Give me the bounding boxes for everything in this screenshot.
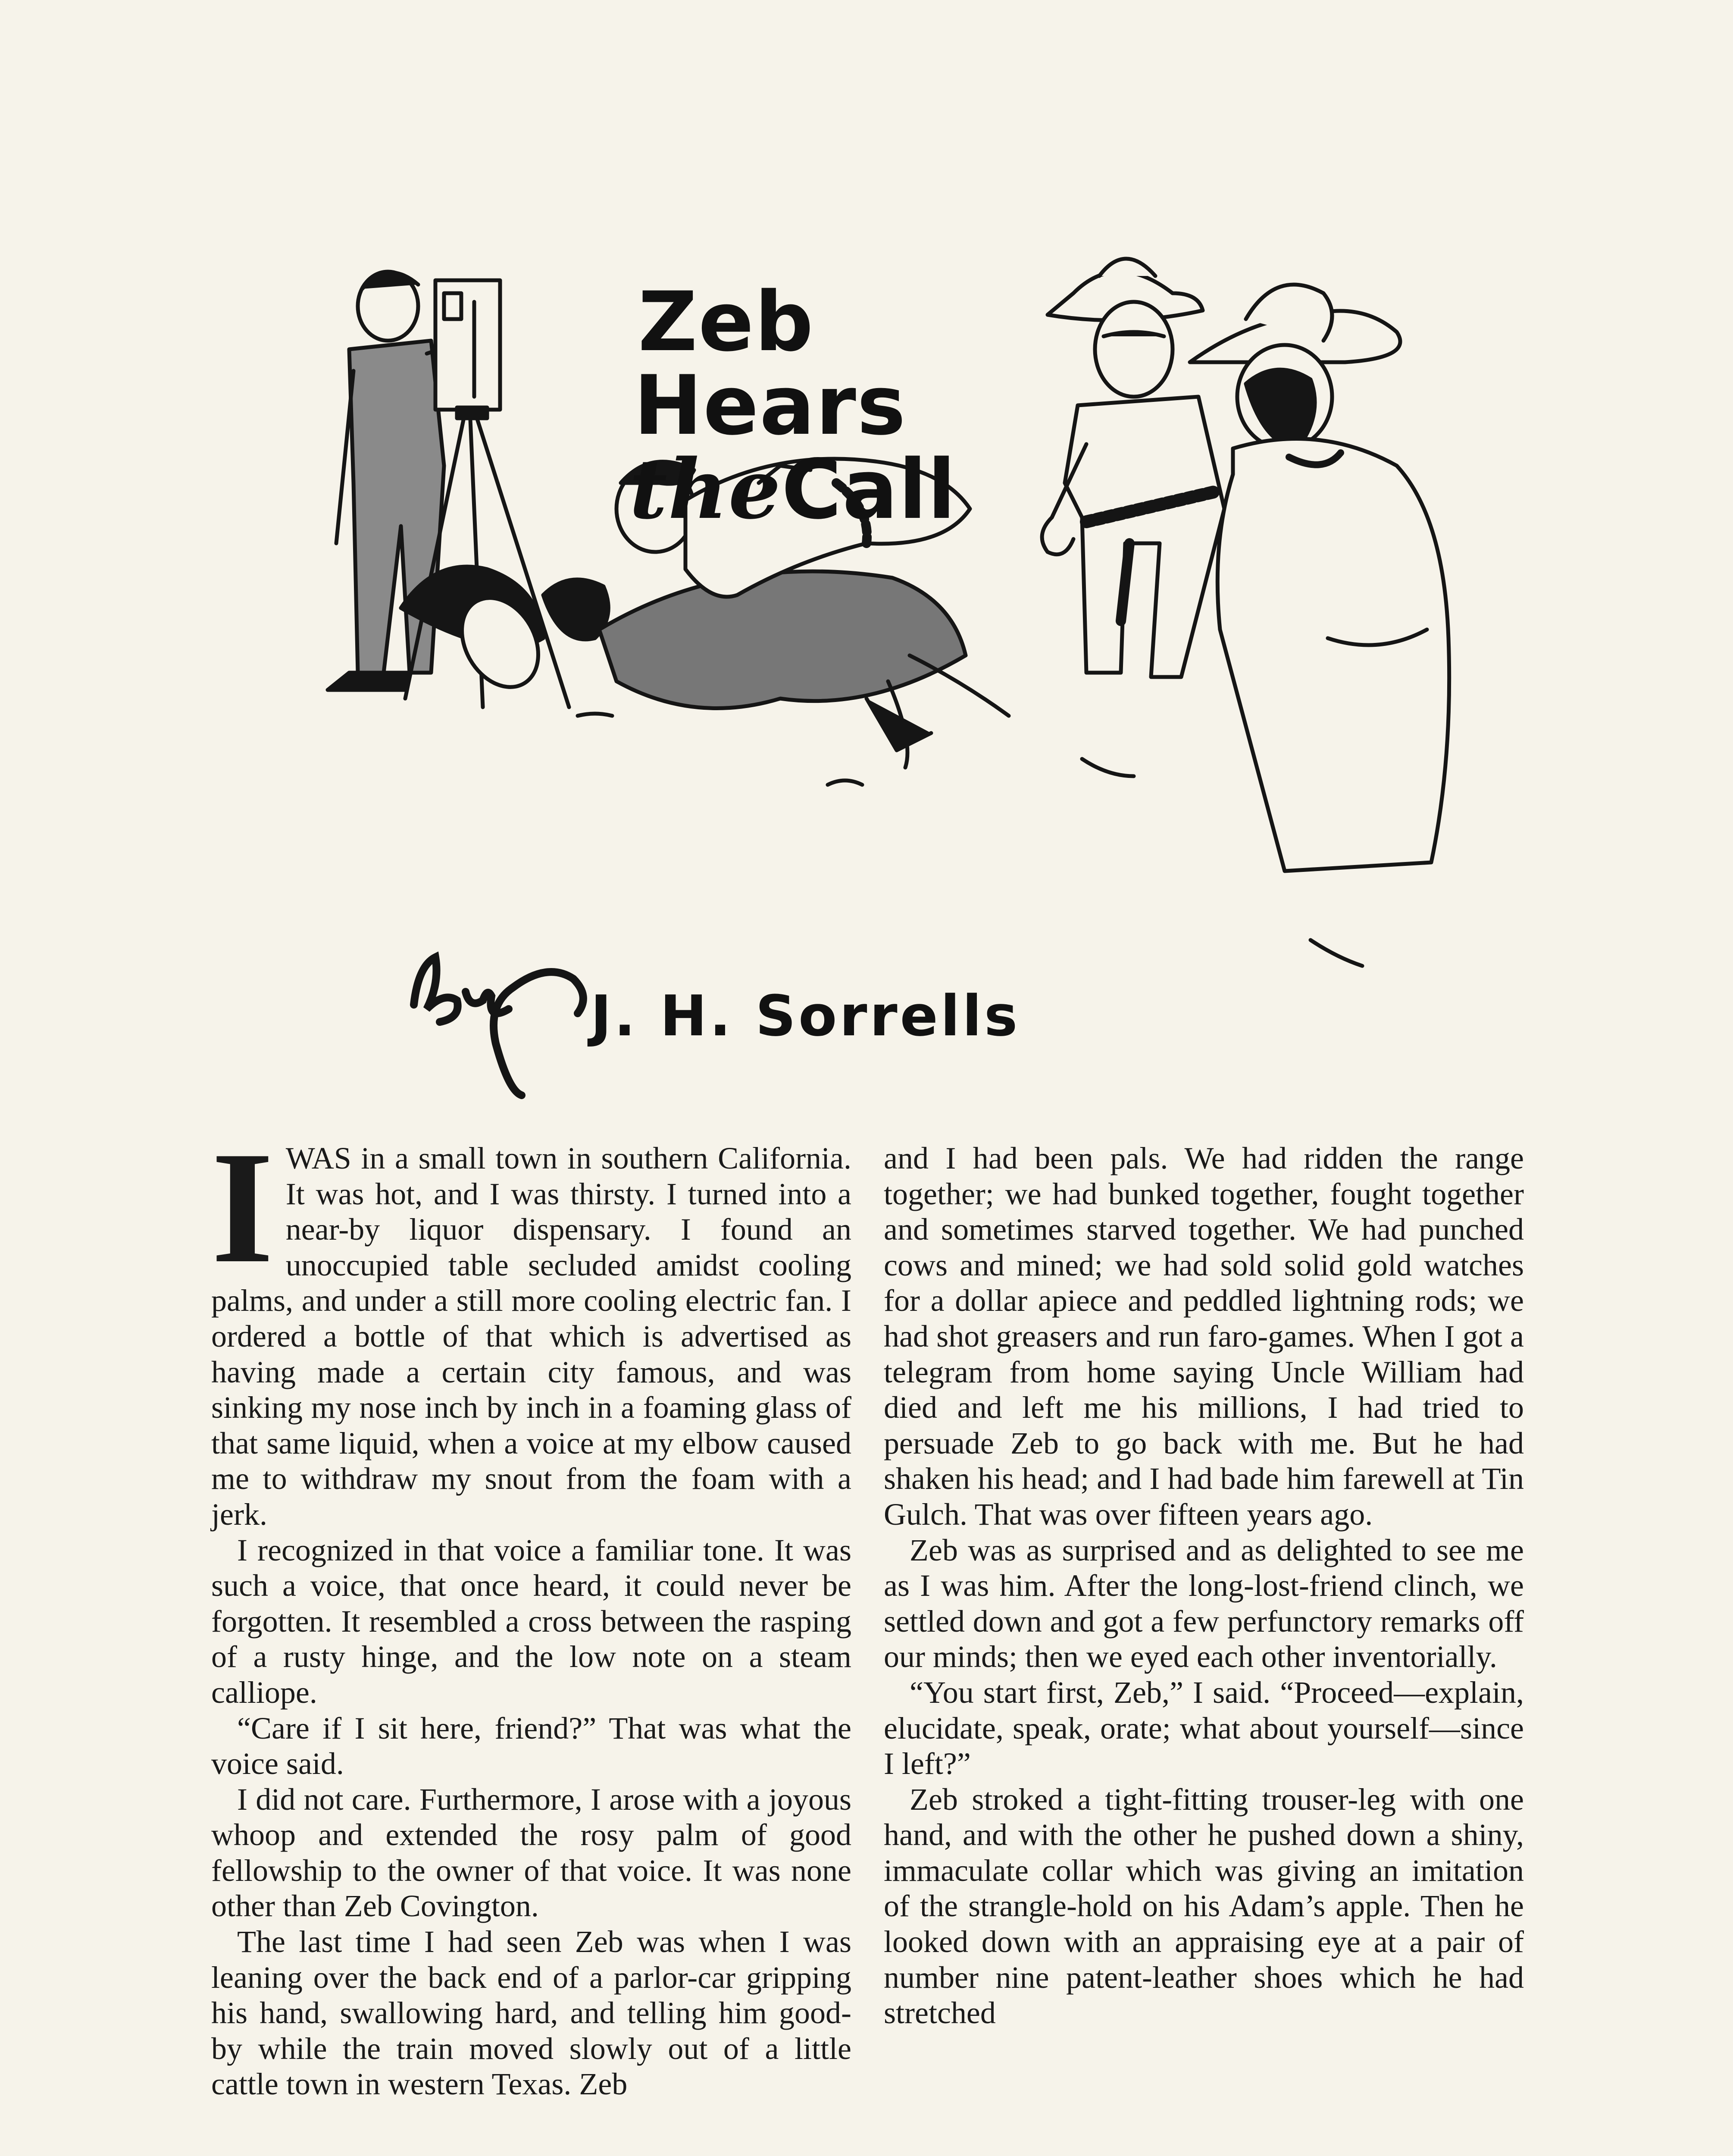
paragraph: The last time I had seen Zeb was when I was leaning over the back end of a parlor-car gripping his hand, swallowing hard, and telling him good-by while the train moved slowly out of a little cattle town in western Texas. Zeb (211, 1924, 851, 2102)
paragraph: “Care if I sit here, friend?” That was what the voice said. (211, 1711, 851, 1781)
author-name: J. H. Sorrells (591, 983, 1020, 1049)
standing-cowboy (1042, 259, 1224, 677)
paragraph: I recognized in that voice a familiar tone. It was such a voice, that once heard, it could never be forgotten. It resembled a cross between the rasping of a rusty hinge, and the low note on a steam calliope. (211, 1532, 851, 1710)
drop-cap: I (211, 1119, 274, 1296)
title-line-3 (629, 441, 1017, 537)
story-title (586, 274, 1017, 537)
title-word-call: Call (781, 442, 957, 537)
paragraph: I did not care. Furthermore, I arose with a joyous whoop and extended the rosy palm of good fellowship to the owner of that voice. It was none other than Zeb Covington. (211, 1782, 851, 1924)
fallen-man (543, 571, 1009, 768)
by-script-mark (401, 940, 599, 1104)
title-line-2: Hears (634, 357, 907, 453)
column-right (884, 1141, 1524, 2156)
title-line-1: Zeb (638, 274, 814, 370)
column-left (211, 1119, 851, 2156)
paragraph-text: WAS in a small town in southern California. It was hot, and I was thirsty. I turned into a near-by liquor dispensary. I found an unoccupied table secluded amidst cooling palms, and under a still more cooling electric fan. I ordered a bottle of that which is advertised as having made a certain city famous, and was sinking my nose inch by inch in a foaming glass of that same liquid, when a voice at my elbow caused me to withdraw my snout from the foam with a jerk. (211, 1141, 851, 1532)
paragraph: “You start first, Zeb,” I said. “Proceed—explain, elucidate, speak, orate; what about yourself—since I left?” (884, 1675, 1524, 1781)
title-word-the: the (629, 441, 782, 537)
byline (401, 940, 1134, 1104)
paragraph (211, 1119, 851, 1532)
paragraph: Zeb stroked a tight-fitting trouser-leg with one hand, and with the other he pushed down a shiny, immaculate collar which was giving an imitation of the strangle-hold on his Adam’s apple. Then he looked down with an appraising eye at a pair of number nine patent-leather shoes which he had stretched (884, 1782, 1524, 2031)
paragraph: Zeb was as surprised and as delighted to see me as I was him. After the long-lost-friend clinch, we settled down and got a few perfunctory remarks off our minds; then we eyed each other inventorially. (884, 1532, 1524, 1674)
article-body (211, 1119, 1524, 2156)
paragraph: and I had been pals. We had ridden the range together; we had bunked together, fought together and sometimes starved together. We had punched cows and mined; we had sold solid gold watches for a dollar apiece and peddled lightning rods; we had shot greasers and run faro-games. When I got a telegram from home saying Uncle William had died and left me his millions, I had tried to persuade Zeb to go back with me. But he had shaken his head; and I had bade him farewell at Tin Gulch. That was over fifteen years ago. (884, 1141, 1524, 1532)
foreground-cowboy (1190, 285, 1449, 871)
